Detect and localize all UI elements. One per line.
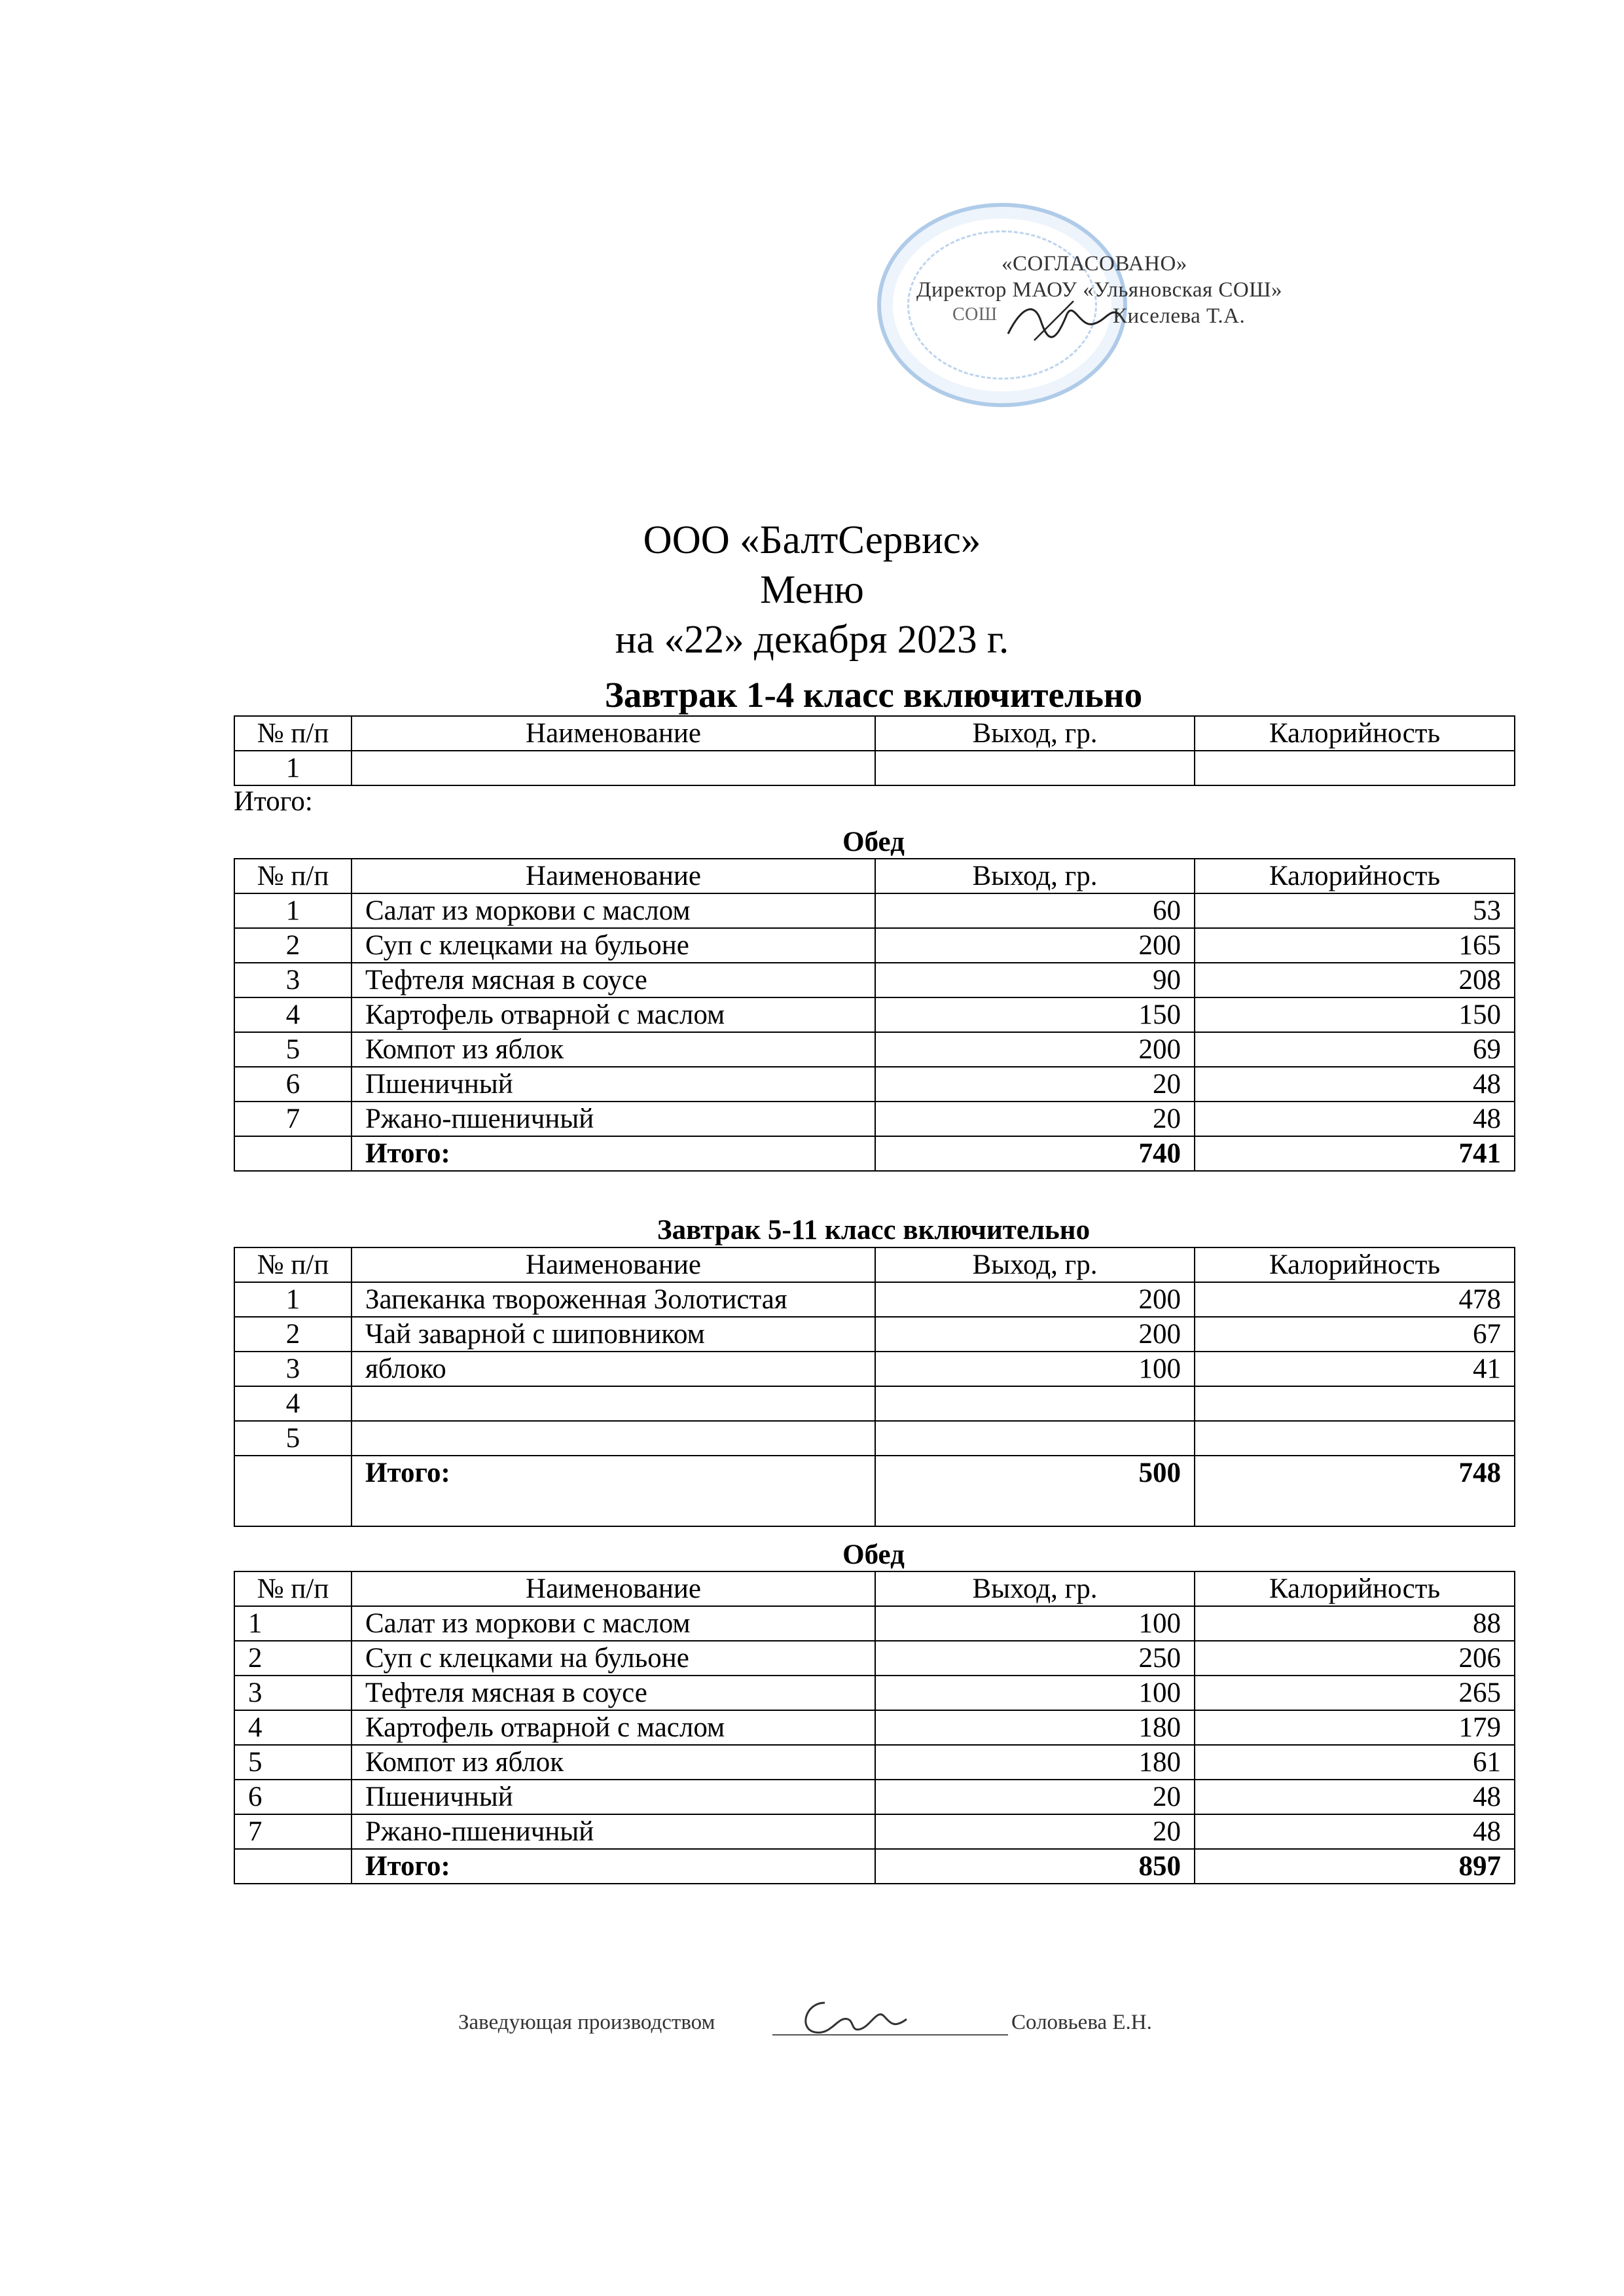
table-row	[234, 1352, 1515, 1386]
section-title-breakfast-5-11: Завтрак 5-11 класс включительно	[657, 1215, 1091, 1246]
cell-no	[234, 1849, 352, 1884]
cell-name: Чай заварной с шиповником	[352, 1317, 875, 1352]
cell-no: 1	[234, 893, 352, 928]
cell-no: 5	[234, 1745, 352, 1780]
total-weight: 740	[875, 1136, 1195, 1171]
table-row	[234, 1814, 1515, 1849]
cell-weight: 200	[875, 1032, 1195, 1067]
table-header-row	[234, 859, 1515, 893]
cell-name: Запеканка твороженная Золотистая	[352, 1282, 875, 1317]
cell-weight: 180	[875, 1745, 1195, 1780]
cell-kcal: 150	[1195, 997, 1515, 1032]
cell-name: Суп с клецками на бульоне	[352, 928, 875, 963]
cell-name: Салат из моркови с маслом	[352, 893, 875, 928]
cell-kcal: 41	[1195, 1352, 1515, 1386]
table-row	[234, 1102, 1515, 1136]
cell-weight: 100	[875, 1352, 1195, 1386]
cell-name	[352, 751, 875, 785]
cell-no: 4	[234, 997, 352, 1032]
cell-no: 1	[234, 1606, 352, 1641]
col-header-kcal: Калорийность	[1195, 1571, 1515, 1606]
cell-weight	[875, 751, 1195, 785]
table-row	[234, 963, 1515, 997]
table-total-row	[234, 1849, 1515, 1884]
cell-name: Тефтеля мясная в соусе	[352, 963, 875, 997]
table-lunch-1-4	[234, 858, 1515, 1172]
cell-kcal: 478	[1195, 1282, 1515, 1317]
cell-kcal: 61	[1195, 1745, 1515, 1780]
cell-name: Пшеничный	[352, 1780, 875, 1814]
cell-no: 6	[234, 1780, 352, 1814]
total-weight: 500	[875, 1456, 1195, 1526]
cell-no: 7	[234, 1102, 352, 1136]
table-row	[234, 751, 1515, 785]
cell-no: 6	[234, 1067, 352, 1102]
cell-weight: 200	[875, 928, 1195, 963]
cell-name: Суп с клецками на бульоне	[352, 1641, 875, 1676]
table-header-row	[234, 1571, 1515, 1606]
cell-weight: 100	[875, 1606, 1195, 1641]
signature-block	[458, 1996, 1244, 2055]
cell-no: 4	[234, 1386, 352, 1421]
table-row	[234, 1032, 1515, 1067]
cell-kcal: 53	[1195, 893, 1515, 928]
cell-no: 2	[234, 1317, 352, 1352]
table-header-row	[234, 716, 1515, 751]
table-row	[234, 997, 1515, 1032]
cell-no	[234, 1456, 352, 1526]
cell-kcal: 206	[1195, 1641, 1515, 1676]
table-lunch-5-11	[234, 1571, 1515, 1884]
cell-weight	[875, 1386, 1195, 1421]
signatory-position: Заведующая производством	[458, 2011, 715, 2034]
cell-weight: 90	[875, 963, 1195, 997]
cell-weight: 200	[875, 1282, 1195, 1317]
table-row	[234, 1710, 1515, 1745]
cell-no	[234, 1136, 352, 1171]
cell-no: 3	[234, 1352, 352, 1386]
table-row	[234, 928, 1515, 963]
menu-date: на «22» декабря 2023 г.	[615, 618, 1009, 662]
cell-name: Ржано-пшеничный	[352, 1814, 875, 1849]
table-row	[234, 1780, 1515, 1814]
cell-weight: 20	[875, 1780, 1195, 1814]
cell-kcal: 67	[1195, 1317, 1515, 1352]
cell-no: 1	[234, 751, 352, 785]
cell-weight: 20	[875, 1814, 1195, 1849]
total-label-breakfast-1-4: Итого:	[234, 786, 313, 817]
document-header	[0, 516, 1624, 665]
cell-kcal: 88	[1195, 1606, 1515, 1641]
total-label: Итого:	[352, 1456, 875, 1526]
cell-kcal	[1195, 1421, 1515, 1456]
cell-no: 7	[234, 1814, 352, 1849]
cell-kcal: 208	[1195, 963, 1515, 997]
col-header-no: № п/п	[234, 1571, 352, 1606]
cell-weight: 20	[875, 1102, 1195, 1136]
company-name: ООО «БалтСервис»	[643, 518, 981, 562]
cell-no: 4	[234, 1710, 352, 1745]
cell-no: 1	[234, 1282, 352, 1317]
table-header-row	[234, 1247, 1515, 1282]
cell-name: Ржано-пшеничный	[352, 1102, 875, 1136]
cell-weight	[875, 1421, 1195, 1456]
table-row	[234, 1282, 1515, 1317]
cell-weight: 200	[875, 1317, 1195, 1352]
cell-weight: 60	[875, 893, 1195, 928]
cell-weight: 250	[875, 1641, 1195, 1676]
total-label: Итого:	[352, 1849, 875, 1884]
cell-weight: 180	[875, 1710, 1195, 1745]
cell-name: Картофель отварной с маслом	[352, 997, 875, 1032]
cell-kcal	[1195, 751, 1515, 785]
total-kcal: 897	[1195, 1849, 1515, 1884]
cell-no: 2	[234, 928, 352, 963]
col-header-no: № п/п	[234, 859, 352, 893]
cell-name: Тефтеля мясная в соусе	[352, 1676, 875, 1710]
col-header-no: № п/п	[234, 716, 352, 751]
section-title-breakfast-1-4: Завтрак 1-4 класс включительно	[604, 675, 1143, 715]
approval-stamp	[871, 196, 1342, 412]
col-header-weight: Выход, гр.	[875, 859, 1195, 893]
stamp-director-name: Киселева Т.А.	[1113, 304, 1246, 328]
director-signature	[995, 288, 1126, 353]
table-row	[234, 1606, 1515, 1641]
signatory-name: Соловьева Е.Н.	[1011, 2011, 1152, 2034]
cell-kcal: 48	[1195, 1102, 1515, 1136]
cell-kcal: 48	[1195, 1814, 1515, 1849]
col-header-name: Наименование	[352, 859, 875, 893]
table-row	[234, 1676, 1515, 1710]
table-row	[234, 1745, 1515, 1780]
cell-no: 5	[234, 1032, 352, 1067]
cell-kcal: 165	[1195, 928, 1515, 963]
table-row	[234, 1386, 1515, 1421]
cell-no: 3	[234, 1676, 352, 1710]
cell-name: Пшеничный	[352, 1067, 875, 1102]
col-header-weight: Выход, гр.	[875, 1247, 1195, 1282]
cell-kcal	[1195, 1386, 1515, 1421]
cell-kcal: 179	[1195, 1710, 1515, 1745]
table-row	[234, 1067, 1515, 1102]
cell-no: 5	[234, 1421, 352, 1456]
cell-weight: 20	[875, 1067, 1195, 1102]
total-weight: 850	[875, 1849, 1195, 1884]
cell-kcal: 48	[1195, 1067, 1515, 1102]
cell-name: яблоко	[352, 1352, 875, 1386]
col-header-name: Наименование	[352, 1247, 875, 1282]
table-breakfast-5-11	[234, 1247, 1515, 1527]
manager-signature	[785, 1990, 929, 2049]
stamp-director-label: Директор МАОУ «Ульяновская СОШ»	[916, 278, 1283, 302]
cell-weight: 100	[875, 1676, 1195, 1710]
table-total-row	[234, 1136, 1515, 1171]
col-header-weight: Выход, гр.	[875, 716, 1195, 751]
cell-no: 3	[234, 963, 352, 997]
table-row	[234, 1641, 1515, 1676]
cell-name: Картофель отварной с маслом	[352, 1710, 875, 1745]
table-total-row	[234, 1456, 1515, 1526]
total-label: Итого:	[352, 1136, 875, 1171]
cell-kcal: 69	[1195, 1032, 1515, 1067]
cell-name: Салат из моркови с маслом	[352, 1606, 875, 1641]
cell-kcal: 265	[1195, 1676, 1515, 1710]
cell-name	[352, 1421, 875, 1456]
table-row	[234, 1317, 1515, 1352]
table-row	[234, 1421, 1515, 1456]
col-header-name: Наименование	[352, 716, 875, 751]
col-header-kcal: Калорийность	[1195, 859, 1515, 893]
col-header-kcal: Калорийность	[1195, 716, 1515, 751]
cell-kcal: 48	[1195, 1780, 1515, 1814]
total-kcal: 748	[1195, 1456, 1515, 1526]
col-header-name: Наименование	[352, 1571, 875, 1606]
table-breakfast-1-4	[234, 715, 1515, 786]
section-title-lunch-1-4: Обед	[842, 827, 905, 857]
stamp-prefix: СОШ	[952, 304, 998, 325]
cell-weight: 150	[875, 997, 1195, 1032]
col-header-kcal: Калорийность	[1195, 1247, 1515, 1282]
section-title-lunch-5-11: Обед	[842, 1539, 905, 1570]
total-kcal: 741	[1195, 1136, 1515, 1171]
col-header-no: № п/п	[234, 1247, 352, 1282]
table-row	[234, 893, 1515, 928]
stamp-approved-label: «СОГЛАСОВАНО»	[1001, 252, 1187, 276]
cell-name: Компот из яблок	[352, 1745, 875, 1780]
col-header-weight: Выход, гр.	[875, 1571, 1195, 1606]
cell-name	[352, 1386, 875, 1421]
cell-no: 2	[234, 1641, 352, 1676]
cell-name: Компот из яблок	[352, 1032, 875, 1067]
document-title: Меню	[760, 568, 864, 612]
